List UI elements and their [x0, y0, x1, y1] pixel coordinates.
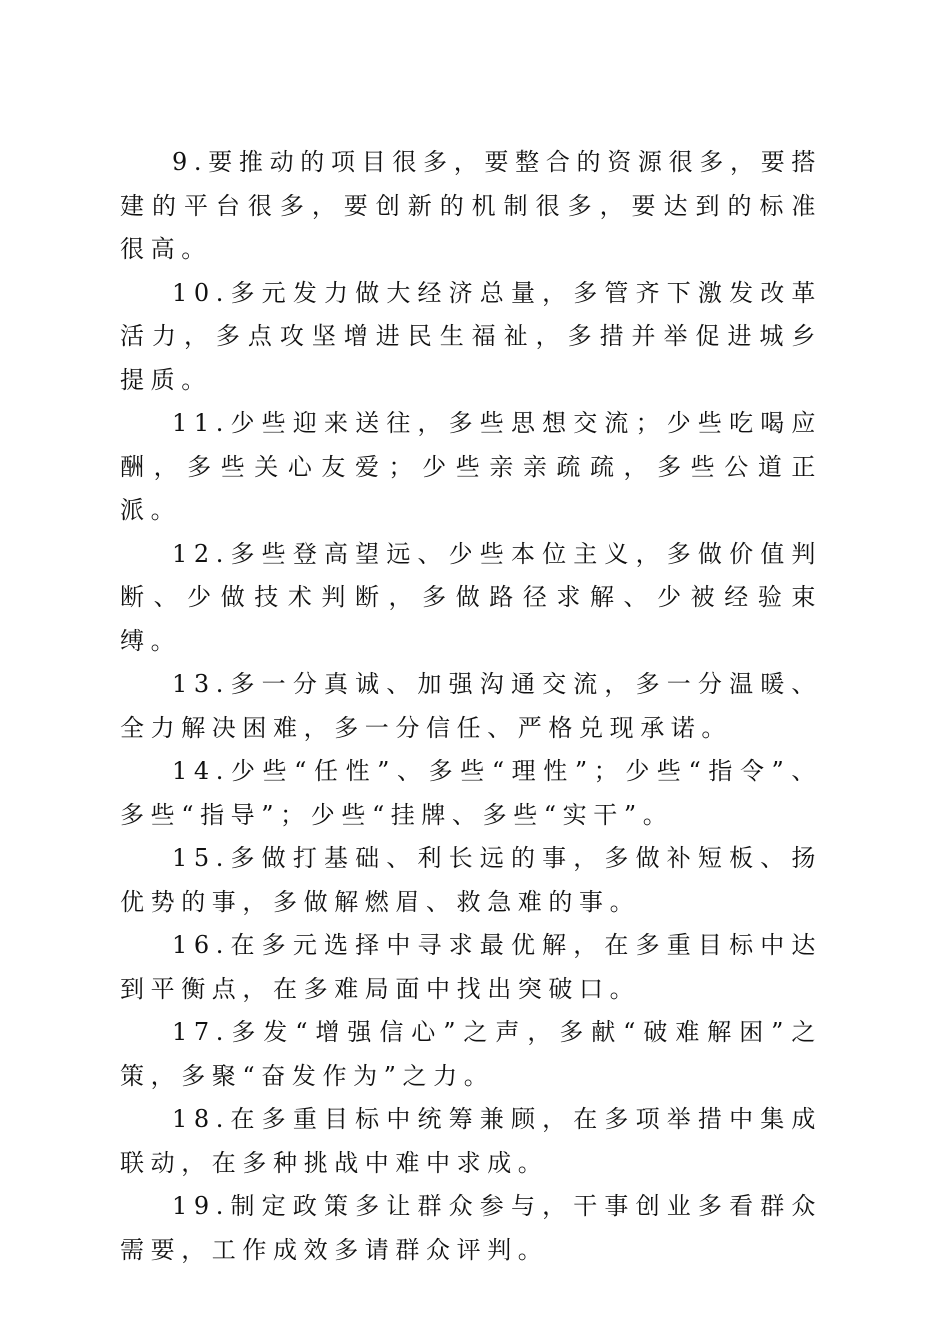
paragraph-13: 13.多一分真诚、加强沟通交流，多一分温暖、全力解决困难，多一分信任、严格兑现承诺。	[120, 670, 822, 742]
paragraph-11: 11.少些迎来送往，多些思想交流；少些吃喝应酬，多些关心友爱；少些亲亲疏疏，多些公道正派。	[120, 409, 822, 524]
paragraph-18: 18.在多重目标中统筹兼顾，在多项举措中集成联动，在多种挑战中难中求成。	[120, 1105, 822, 1177]
paragraph-16: 16.在多元选择中寻求最优解，在多重目标中达到平衡点，在多难局面中找出突破口。	[120, 931, 822, 1003]
paragraph-9: 9.要推动的项目很多，要整合的资源很多，要搭建的平台很多，要创新的机制很多，要达到的标准很高。	[120, 148, 822, 263]
paragraph-12: 12.多些登高望远、少些本位主义，多做价值判断、少做技术判断，多做路径求解、少被经验束缚。	[120, 539, 822, 655]
document-body	[120, 141, 822, 1272]
paragraph-14: 14.少些“任性”、多些“理性”；少些“指令”、多些“指导”；少些“挂牌、多些“实干”。	[120, 757, 822, 829]
paragraph-15: 15.多做打基础、利长远的事，多做补短板、扬优势的事，多做解燃眉、救急难的事。	[120, 844, 822, 916]
paragraph-10: 10.多元发力做大经济总量，多管齐下激发改革活力，多点攻坚增进民生福祉，多措并举促进城乡提质。	[120, 278, 822, 394]
paragraph-19: 19.制定政策多让群众参与，干事创业多看群众需要，工作成效多请群众评判。	[120, 1192, 822, 1264]
paragraph-17: 17.多发“增强信心”之声，多献“破难解困”之策，多聚“奋发作为”之力。	[120, 1018, 822, 1090]
